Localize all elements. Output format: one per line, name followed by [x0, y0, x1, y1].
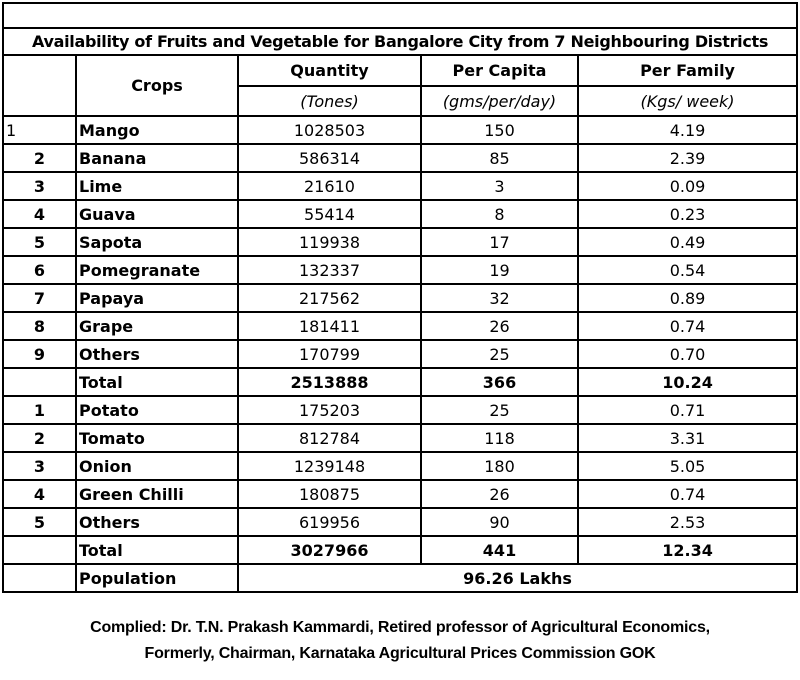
table-row [3, 424, 797, 452]
quantity-value: 170799 [238, 340, 421, 368]
crop-name: Others [76, 340, 238, 368]
table-row [3, 116, 797, 144]
quantity-value: 181411 [238, 312, 421, 340]
total-per-capita: 366 [421, 368, 578, 396]
table-row [3, 200, 797, 228]
table-row [3, 172, 797, 200]
per-capita-value: 150 [421, 116, 578, 144]
crop-name: Tomato [76, 424, 238, 452]
per-family-value: 3.31 [578, 424, 797, 452]
unit-tones: (Tones) [238, 86, 421, 116]
per-capita-value: 26 [421, 312, 578, 340]
crop-name: Onion [76, 452, 238, 480]
column-header-quantity: Quantity [238, 55, 421, 86]
row-number: 1 [3, 396, 76, 424]
total-quantity: 3027966 [238, 536, 421, 564]
page-title: Availability of Fruits and Vegetable for Bangalore City from 7 Neighbouring Districts [3, 28, 797, 55]
table-row [3, 340, 797, 368]
quantity-value: 619956 [238, 508, 421, 536]
row-number-header-cell [3, 55, 76, 116]
per-family-value: 0.71 [578, 396, 797, 424]
crop-name: Pomegranate [76, 256, 238, 284]
row-number: 7 [3, 284, 76, 312]
total-label: Total [76, 536, 238, 564]
empty-top-row [3, 3, 797, 28]
population-label: Population [76, 564, 238, 592]
crop-name: Sapota [76, 228, 238, 256]
row-number: 1 [3, 116, 76, 144]
per-capita-value: 180 [421, 452, 578, 480]
row-number: 5 [3, 228, 76, 256]
total-per-capita: 441 [421, 536, 578, 564]
row-number: 6 [3, 256, 76, 284]
table-row [3, 508, 797, 536]
quantity-value: 119938 [238, 228, 421, 256]
per-capita-value: 25 [421, 340, 578, 368]
row-number: 4 [3, 200, 76, 228]
per-family-value: 0.23 [578, 200, 797, 228]
column-header-per-family: Per Family [578, 55, 797, 86]
row-number: 4 [3, 480, 76, 508]
table-row [3, 452, 797, 480]
footer-credit [0, 615, 800, 667]
empty-cell [3, 368, 76, 396]
quantity-value: 812784 [238, 424, 421, 452]
quantity-value: 217562 [238, 284, 421, 312]
per-family-value: 5.05 [578, 452, 797, 480]
quantity-value: 586314 [238, 144, 421, 172]
header-row-main [3, 55, 797, 86]
table-row [3, 396, 797, 424]
per-family-value: 2.39 [578, 144, 797, 172]
unit-gms-per-day: (gms/per/day) [421, 86, 578, 116]
population-value: 96.26 Lakhs [238, 564, 797, 592]
column-header-crops: Crops [76, 55, 238, 116]
per-family-value: 4.19 [578, 116, 797, 144]
footer-line-2: Formerly, Chairman, Karnataka Agricultural Prices Commission GOK [144, 645, 656, 662]
crop-name: Lime [76, 172, 238, 200]
row-number: 3 [3, 452, 76, 480]
per-capita-value: 25 [421, 396, 578, 424]
row-number: 5 [3, 508, 76, 536]
crop-name: Banana [76, 144, 238, 172]
crop-name: Potato [76, 396, 238, 424]
per-family-value: 0.09 [578, 172, 797, 200]
per-capita-value: 90 [421, 508, 578, 536]
table-row [3, 480, 797, 508]
fruits-total-row [3, 368, 797, 396]
per-capita-value: 17 [421, 228, 578, 256]
crop-name: Others [76, 508, 238, 536]
total-per-family: 10.24 [578, 368, 797, 396]
row-number: 8 [3, 312, 76, 340]
per-capita-value: 85 [421, 144, 578, 172]
footer-line-1: Complied: Dr. T.N. Prakash Kammardi, Retired professor of Agricultural Economics, [90, 619, 710, 636]
population-row [3, 564, 797, 592]
crop-name: Grape [76, 312, 238, 340]
vegetables-total-row [3, 536, 797, 564]
crop-name: Papaya [76, 284, 238, 312]
unit-kgs-week: (Kgs/ week) [578, 86, 797, 116]
quantity-value: 180875 [238, 480, 421, 508]
quantity-value: 132337 [238, 256, 421, 284]
per-family-value: 0.74 [578, 480, 797, 508]
per-capita-value: 32 [421, 284, 578, 312]
crop-name: Green Chilli [76, 480, 238, 508]
quantity-value: 175203 [238, 396, 421, 424]
quantity-value: 1239148 [238, 452, 421, 480]
per-family-value: 0.49 [578, 228, 797, 256]
table-row [3, 228, 797, 256]
per-capita-value: 3 [421, 172, 578, 200]
crop-name: Mango [76, 116, 238, 144]
per-capita-value: 8 [421, 200, 578, 228]
per-family-value: 0.70 [578, 340, 797, 368]
total-label: Total [76, 368, 238, 396]
empty-cell [3, 564, 76, 592]
quantity-value: 55414 [238, 200, 421, 228]
table-row [3, 144, 797, 172]
total-quantity: 2513888 [238, 368, 421, 396]
column-header-per-capita: Per Capita [421, 55, 578, 86]
per-capita-value: 26 [421, 480, 578, 508]
per-family-value: 0.74 [578, 312, 797, 340]
row-number: 2 [3, 144, 76, 172]
row-number: 3 [3, 172, 76, 200]
per-family-value: 0.54 [578, 256, 797, 284]
quantity-value: 21610 [238, 172, 421, 200]
empty-cell [3, 3, 797, 28]
crop-name: Guava [76, 200, 238, 228]
table-row [3, 284, 797, 312]
empty-cell [3, 536, 76, 564]
per-capita-value: 118 [421, 424, 578, 452]
total-per-family: 12.34 [578, 536, 797, 564]
table-row [3, 256, 797, 284]
row-number: 9 [3, 340, 76, 368]
table-row [3, 312, 797, 340]
quantity-value: 1028503 [238, 116, 421, 144]
per-capita-value: 19 [421, 256, 578, 284]
per-family-value: 2.53 [578, 508, 797, 536]
row-number: 2 [3, 424, 76, 452]
per-family-value: 0.89 [578, 284, 797, 312]
availability-table [2, 2, 798, 593]
title-row [3, 28, 797, 55]
